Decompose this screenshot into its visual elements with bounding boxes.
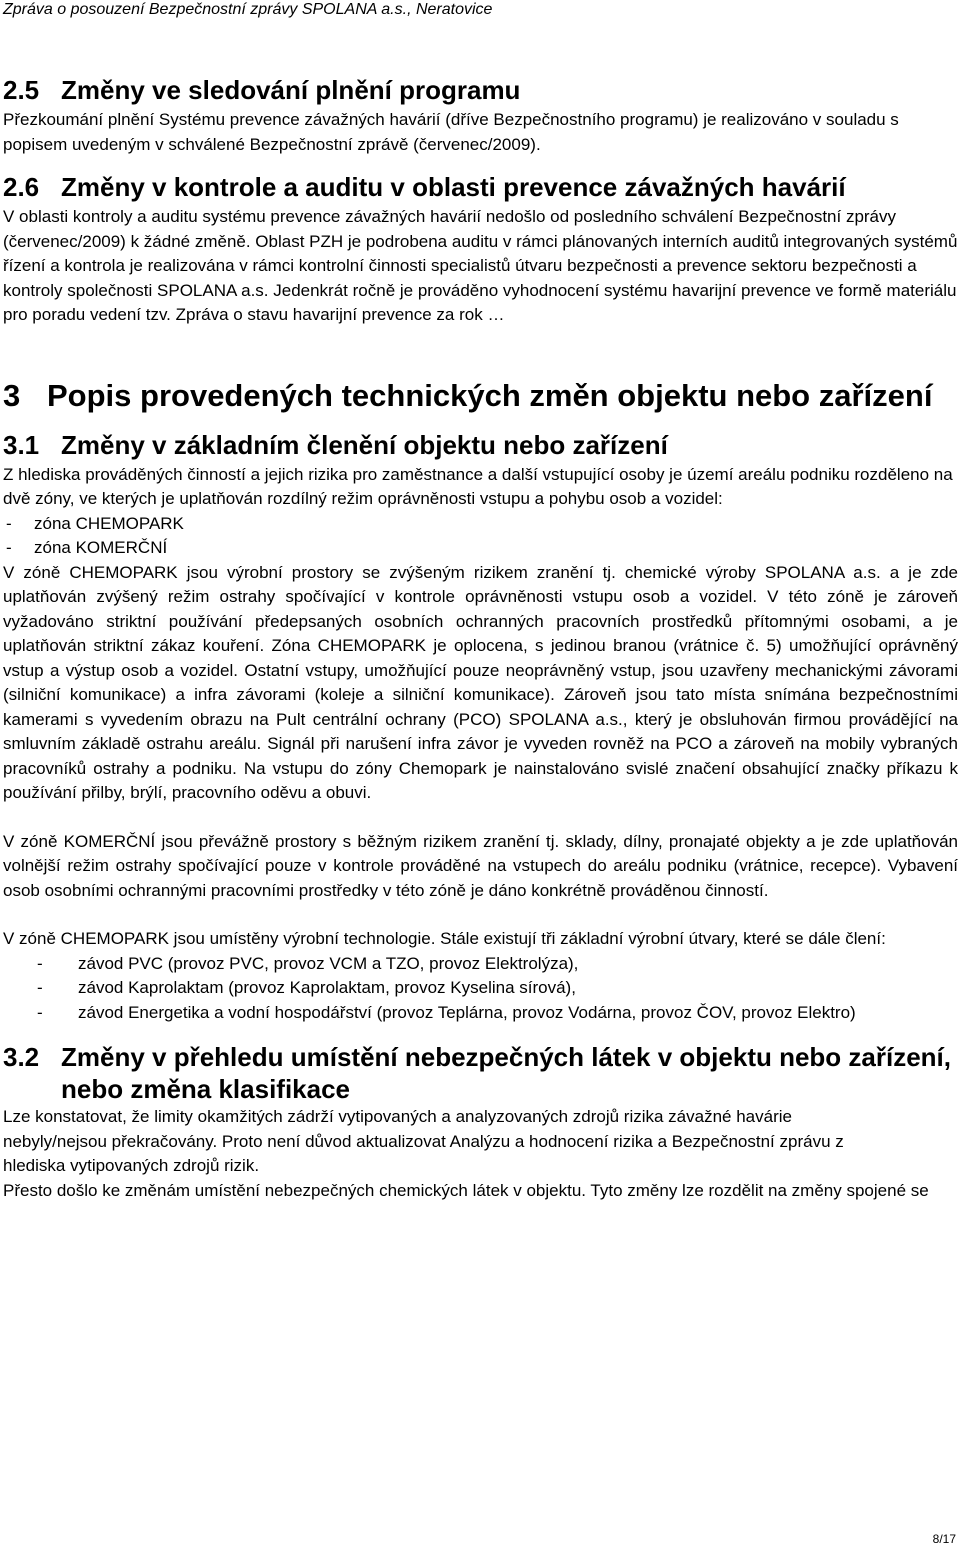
section-3-1-heading bbox=[3, 427, 958, 463]
section-2-5-text: Přezkoumání plnění Systému prevence závažných havárií (dříve Bezpečnostního programu) je realizováno v souladu s popisem uvedeným v schválené Bezpečnostní zprávě (červenec/2009). bbox=[3, 110, 899, 154]
plant-list bbox=[3, 952, 958, 1026]
list-item: - zóna CHEMOPARK bbox=[6, 513, 184, 533]
section-number: 3.2 bbox=[3, 1042, 40, 1072]
list-item: - závod Energetika a vodní hospodářství (provoz Teplárna, provoz Vodárna, provoz ČOV, provoz Elektro) bbox=[37, 1002, 856, 1022]
section-3-2-para2: Přesto došlo ke změnám umístění nebezpečných chemických látek v objektu. Tyto změny lze rozdělit na změny spojené se bbox=[3, 1180, 929, 1200]
section-3-1-intro: Z hlediska prováděných činností a jejich rizika pro zaměstnance a další vstupující osoby je území areálu podniku rozděleno na dvě zóny, ve kterých je uplatňován rozdílný režim oprávněnosti vstupu a pohybu osob a vozidel: bbox=[3, 464, 953, 508]
section-2-6-text: V oblasti kontroly a auditu systému prevence závažných havárií nedošlo od posledního schválení Bezpečnostní zprávy (červenec/2009) k žádné změně. Oblast PZH je podrobena auditu v rámci plánovaných interních auditů integrovaných systémů řízení a kontrola je realizována v rámci kontrolní činnosti specialistů útvaru bezpečnosti a prevence sektoru bezpečnosti a kontroly společnosti SPOLANA a.s. Jedenkrát ročně je prováděno vyhodnocení systému havarijní prevence ve formě materiálu pro poradu vedení tzv. Zpráva o stavu havarijní prevence za rok … bbox=[3, 207, 958, 324]
list-item: - závod Kaprolaktam (provoz Kaprolaktam, provoz Kyselina sírová), bbox=[37, 978, 576, 997]
chapter-3-heading bbox=[3, 374, 958, 417]
section-title: Změny v kontrole a auditu v oblasti prevence závažných havárií bbox=[61, 172, 846, 202]
page-number: 8/17 bbox=[932, 1532, 956, 1546]
section-title: Změny ve sledování plnění programu bbox=[61, 75, 521, 105]
list-item: - zóna KOMERČNÍ bbox=[6, 538, 168, 557]
section-3-2-para1: Lze konstatovat, že limity okamžitých zádrží vytipovaných a analyzovaných zdrojů rizika závažné havárie nebyly/nejsou překračovány. Proto není důvod aktualizovat Analýzu a hodnocení rizika a Bezpečnostní zprávu z hlediska vytipovaných zdrojů rizik. bbox=[3, 1107, 844, 1175]
section-2-6-heading bbox=[3, 169, 958, 205]
section-number: 2.5 bbox=[3, 75, 40, 105]
technology-paragraph: V zóně CHEMOPARK jsou umístěny výrobní technologie. Stále existují tři základní výrobní útvary, které se dále člení: bbox=[3, 929, 886, 948]
section-3-2-heading bbox=[3, 1041, 958, 1105]
section-title: Změny v základním členění objektu nebo zařízení bbox=[61, 429, 668, 460]
chapter-number: 3 bbox=[3, 377, 21, 413]
zone-list bbox=[3, 512, 958, 561]
chapter-title: Popis provedených technických změn objektu nebo zařízení bbox=[47, 377, 933, 413]
running-header: Zpráva o posouzení Bezpečnostní zprávy SPOLANA a.s., Neratovice bbox=[3, 1, 493, 18]
list-item: - závod PVC (provoz PVC, provoz VCM a TZO, provoz Elektrolýza), bbox=[37, 953, 579, 973]
section-number: 2.6 bbox=[3, 172, 40, 202]
section-title: Změny v přehledu umístění nebezpečných látek v objektu nebo zařízení, nebo změna klasifikace bbox=[61, 1042, 952, 1104]
document-body bbox=[3, 72, 958, 1203]
komercni-paragraph: V zóně KOMERČNÍ jsou převážně prostory s běžným rizikem zranění tj. sklady, dílny, pronajaté objekty a je zde uplatňován volnější režim ostrahy spočívající pouze v kontrole prováděné na vstupech do areálu podniku (vrátnice, recepce). Vybavení osob osobními ochrannými pracovními prostředky v této zóně je dáno konkrétně prováděnou činností. bbox=[3, 831, 958, 900]
section-number: 3.1 bbox=[3, 429, 40, 460]
chemopark-paragraph: V zóně CHEMOPARK jsou výrobní prostory se zvýšeným rizikem zranění tj. chemické výroby SPOLANA a.s. a je zde uplatňován zvýšený režim ostrahy spočívající v kontrole oprávněnosti vstupu osob a vozidel. V této zóně je zároveň vyžadováno striktní používání předepsaných osobních ochranných pracovních prostředků přítomnými osobami, a je uplatňován striktní zákaz kouření. Zóna CHEMOPARK je oplocena, s jedinou branou (vrátnice č. 5) umožňující oprávněný vstup a výstup osob a vozidel. Ostatní vstupy, umožňující pouze neoprávněný vstup, jsou uzavřeny mechanickými závorami (silniční komunikace) a infra závorami (koleje a silniční komunikace). Zároveň jsou tato místa snímána bezpečnostními kamerami s vyvedením obrazu na Pult centrální ochrany (PCO) SPOLANA a.s., který je obsluhován firmou provádějící na smluvním základě ostrahu areálu. Signál při narušení infra závor je vyveden rovněž na PCO a zároveň na mobily vybraných pracovníků ostrahy a podniku. Na vstupu do zóny Chemopark je nainstalováno svislé značení obsahující značky příkazu k používání přilby, brýlí, pracovního oděvu a obuvi. bbox=[3, 562, 958, 802]
section-2-5-heading bbox=[3, 72, 958, 108]
